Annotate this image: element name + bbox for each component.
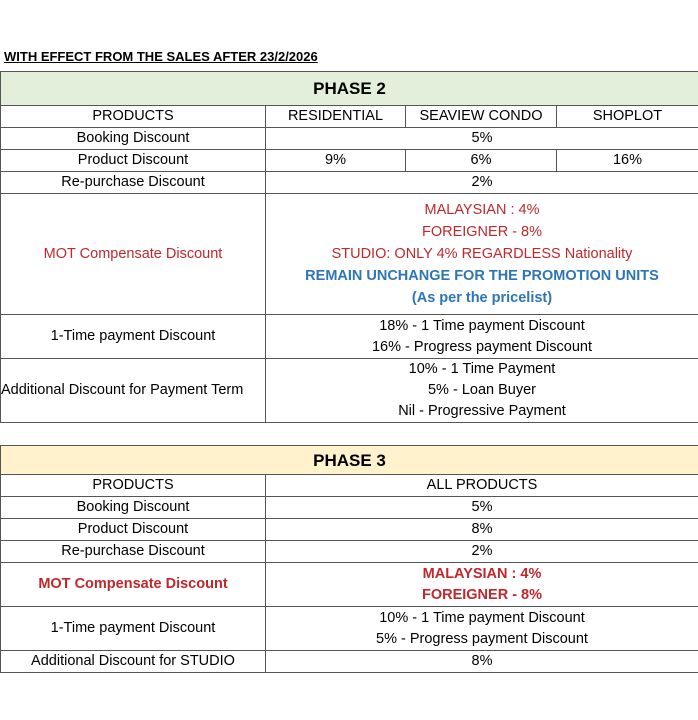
progress-line: 16% - Progress payment Discount	[371, 338, 592, 355]
mot-pricelist-note: (As per the pricelist)	[411, 290, 553, 306]
mot-foreigner: FOREIGNER - 8%	[421, 224, 543, 240]
mot-discount-value	[266, 563, 698, 607]
booking-discount-value: 5%	[266, 128, 698, 150]
table-row	[1, 563, 698, 607]
mot-malaysian: MALAYSIAN : 4%	[424, 202, 540, 218]
table-row	[1, 519, 698, 541]
phase-3-header-row	[1, 475, 698, 497]
product-discount-shoplot: 16%	[557, 150, 698, 172]
table-row	[1, 541, 698, 563]
table-row	[1, 359, 698, 423]
phase-2-title-row	[1, 72, 698, 106]
table-row	[1, 172, 698, 194]
one-time-line: 10% - 1 Time payment Discount	[379, 609, 585, 626]
phase-2-header-row	[1, 106, 698, 128]
additional-discount-value	[266, 359, 698, 423]
repurchase-discount-label: Re-purchase Discount	[1, 541, 266, 563]
booking-discount-value: 5%	[266, 497, 698, 519]
phase-3-table	[0, 445, 698, 673]
header-shoplot: SHOPLOT	[557, 106, 698, 128]
product-discount-residential: 9%	[266, 150, 406, 172]
one-time-discount-label: 1-Time payment Discount	[1, 315, 266, 359]
mot-malaysian: MALAYSIAN : 4%	[422, 565, 542, 582]
header-products: PRODUCTS	[1, 475, 266, 497]
studio-discount-value: 8%	[266, 651, 698, 673]
phase-2-table	[0, 71, 698, 423]
additional-one-time: 10% - 1 Time Payment	[408, 361, 556, 377]
mot-discount-label: MOT Compensate Discount	[1, 194, 266, 315]
booking-discount-label: Booking Discount	[1, 497, 266, 519]
table-row	[1, 607, 698, 651]
header-products: PRODUCTS	[1, 106, 266, 128]
product-discount-label: Product Discount	[1, 150, 266, 172]
header-seaview-condo: SEAVIEW CONDO	[406, 106, 557, 128]
one-time-discount-label: 1-Time payment Discount	[1, 607, 266, 651]
repurchase-discount-label: Re-purchase Discount	[1, 172, 266, 194]
repurchase-discount-value: 2%	[266, 172, 698, 194]
mot-discount-label: MOT Compensate Discount	[1, 563, 266, 607]
mot-foreigner: FOREIGNER - 8%	[421, 586, 543, 603]
mot-studio: STUDIO: ONLY 4% REGARDLESS Nationality	[331, 246, 633, 262]
phase-2-title: PHASE 2	[1, 72, 698, 106]
product-discount-value: 8%	[266, 519, 698, 541]
additional-progressive: Nil - Progressive Payment	[398, 403, 566, 419]
table-row	[1, 128, 698, 150]
table-row	[1, 651, 698, 673]
header-residential: RESIDENTIAL	[266, 106, 406, 128]
one-time-discount-value	[266, 315, 698, 359]
mot-discount-value	[266, 194, 698, 315]
header-all-products: ALL PRODUCTS	[266, 475, 698, 497]
table-row	[1, 315, 698, 359]
studio-discount-label: Additional Discount for STUDIO	[1, 651, 266, 673]
product-discount-label: Product Discount	[1, 519, 266, 541]
effective-date-heading: WITH EFFECT FROM THE SALES AFTER 23/2/2026	[4, 49, 318, 64]
one-time-discount-value	[266, 607, 698, 651]
additional-loan-buyer: 5% - Loan Buyer	[427, 382, 536, 398]
additional-discount-label: Additional Discount for Payment Term	[1, 359, 266, 423]
booking-discount-label: Booking Discount	[1, 128, 266, 150]
mot-remain-note: REMAIN UNCHANGE FOR THE PROMOTION UNITS	[305, 268, 659, 284]
phase-3-title-row	[1, 446, 698, 475]
table-row	[1, 150, 698, 172]
one-time-line: 18% - 1 Time payment Discount	[379, 317, 585, 334]
table-row	[1, 194, 698, 315]
table-row	[1, 497, 698, 519]
phase-3-title: PHASE 3	[1, 446, 698, 475]
progress-line: 5% - Progress payment Discount	[376, 630, 588, 647]
product-discount-seaview: 6%	[406, 150, 557, 172]
repurchase-discount-value: 2%	[266, 541, 698, 563]
